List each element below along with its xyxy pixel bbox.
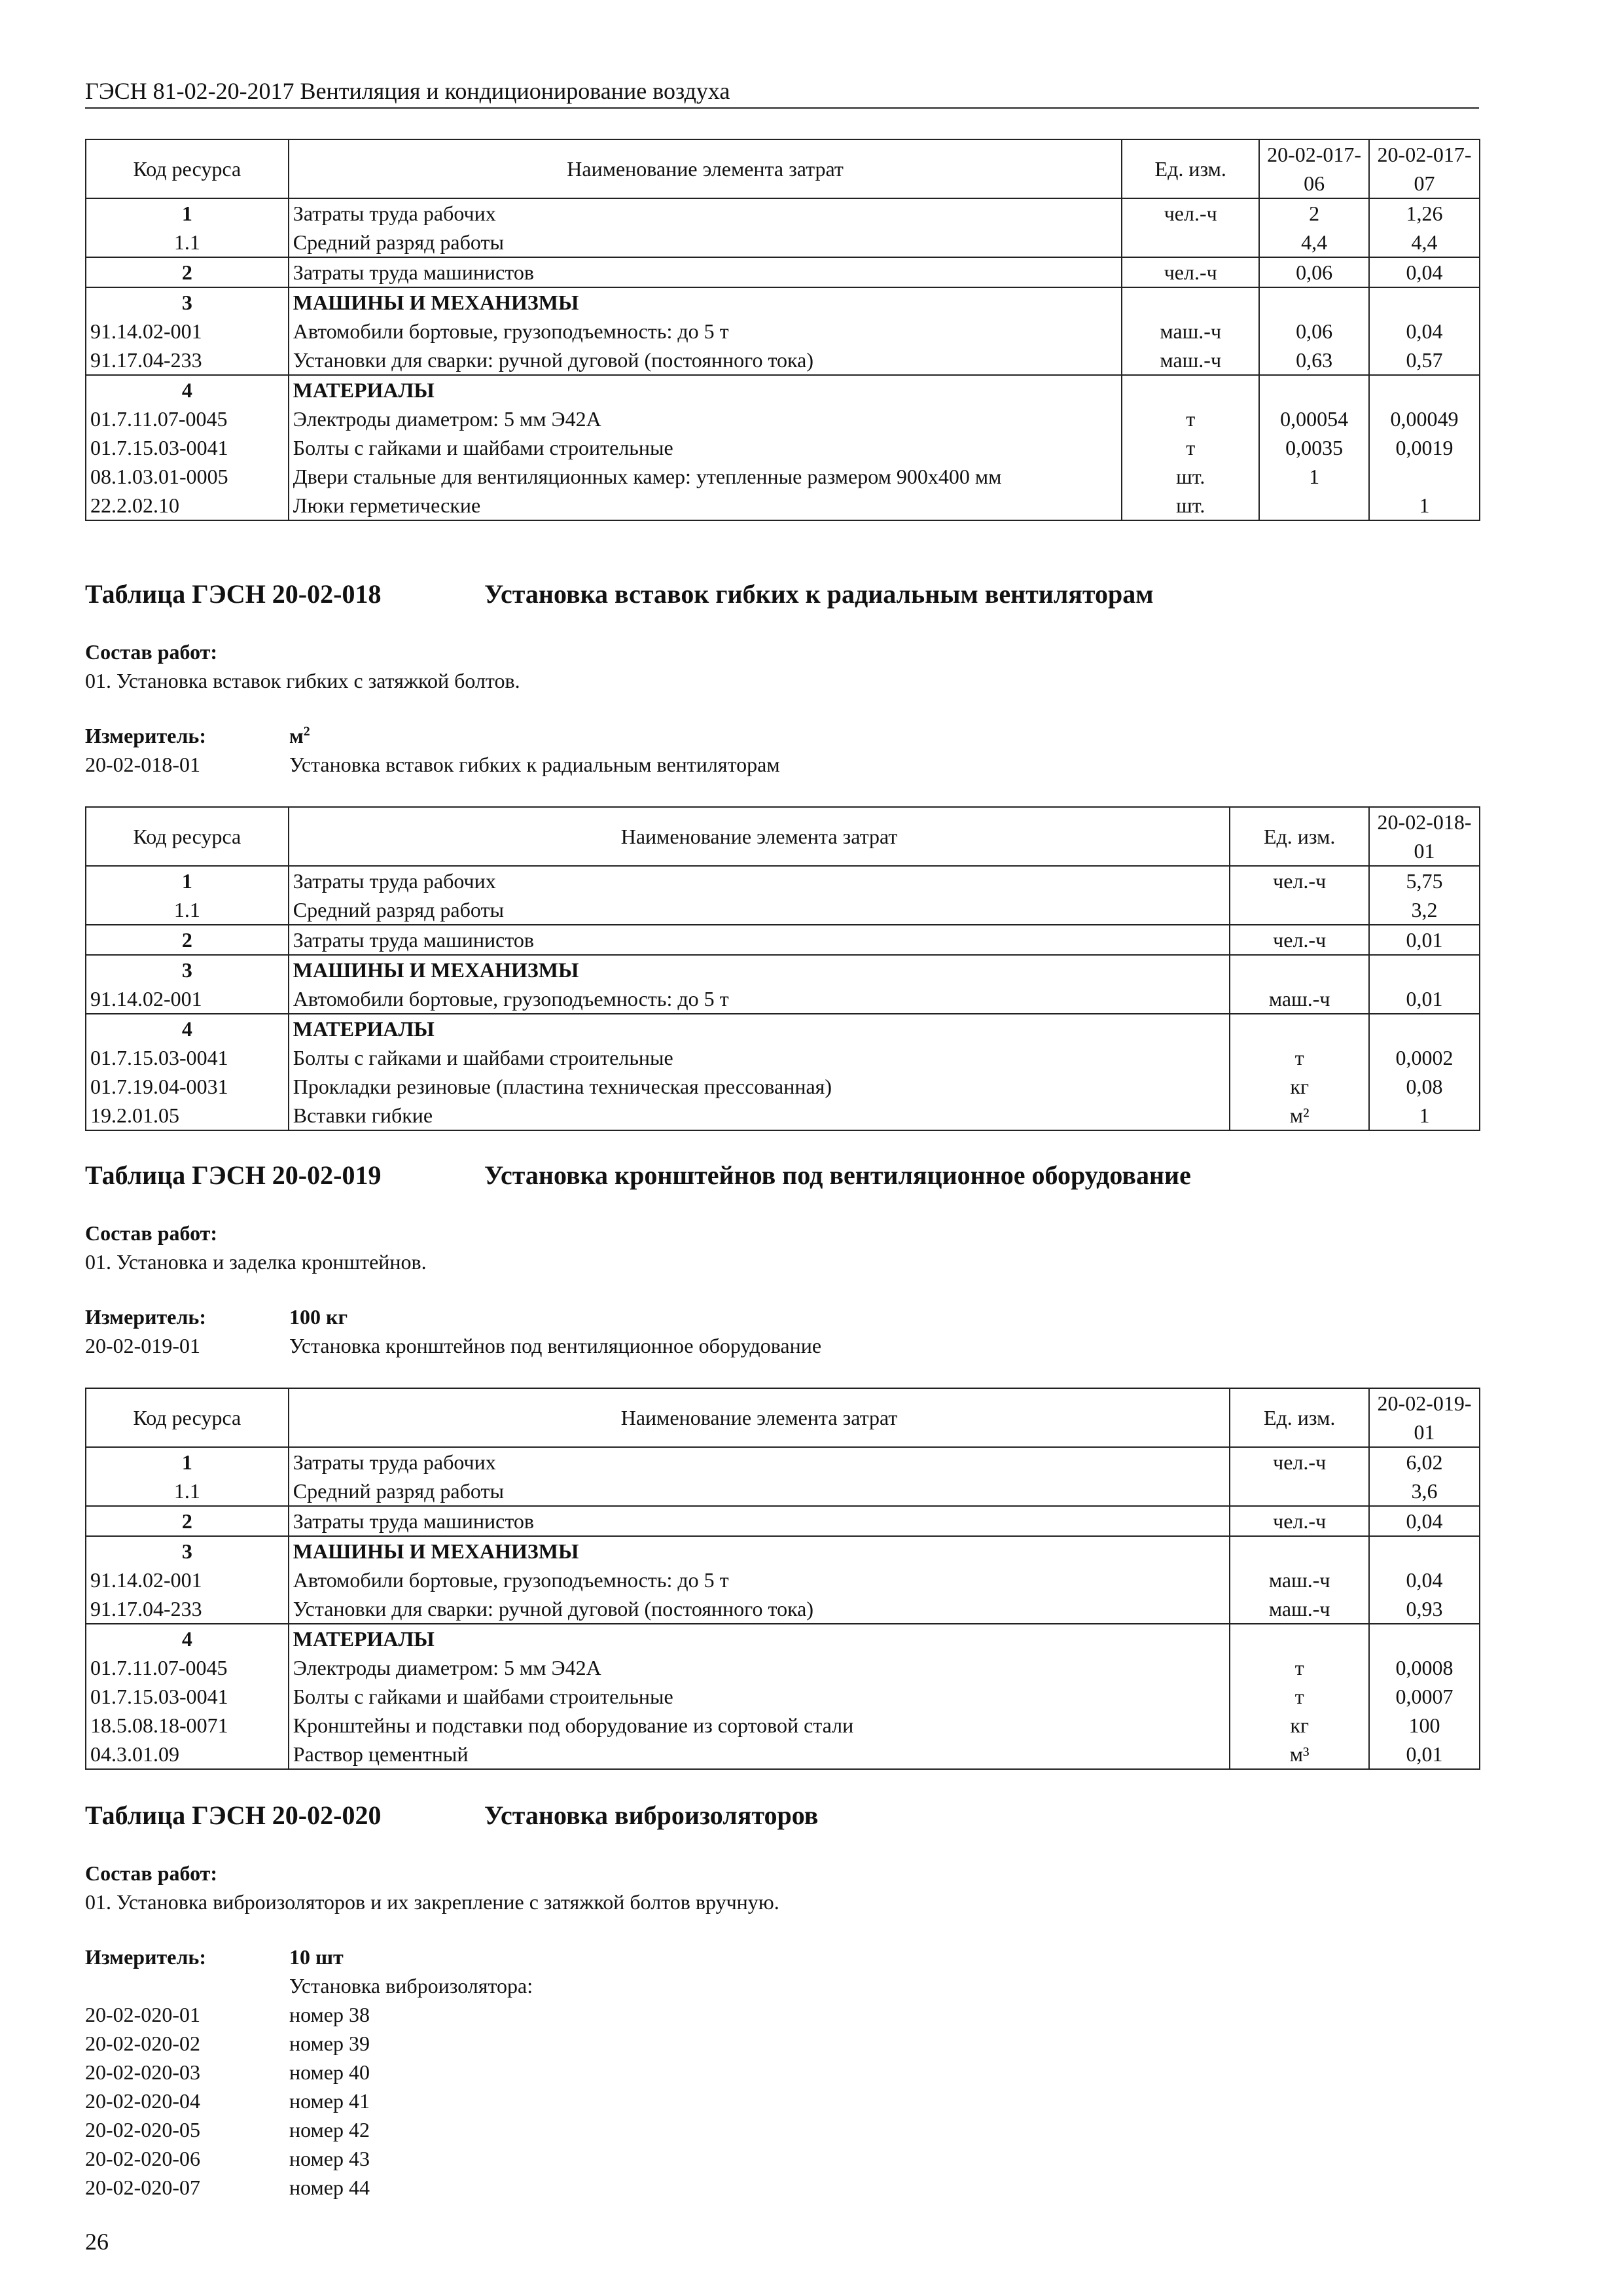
cell-b: 0,04 xyxy=(1369,317,1480,346)
cell-b: 4,4 xyxy=(1369,228,1480,257)
cell-name: Затраты труда рабочих xyxy=(289,866,1230,895)
table-body xyxy=(86,1447,1480,1769)
cell-code: 19.2.01.05 xyxy=(86,1101,289,1130)
cell-code: 91.14.02-001 xyxy=(86,317,289,346)
cell-unit: маш.-ч xyxy=(1122,317,1259,346)
cell-code: 2 xyxy=(86,257,289,287)
cell-code: 1 xyxy=(86,1447,289,1477)
cell-unit: т xyxy=(1230,1043,1369,1072)
cell-name: МАТЕРИАЛЫ xyxy=(289,1624,1230,1653)
cell-name: Средний разряд работы xyxy=(289,1477,1230,1506)
cell-a: 1 xyxy=(1369,1101,1480,1130)
cell-code: 3 xyxy=(86,955,289,984)
cell-a: 3,2 xyxy=(1369,895,1480,925)
cell-a: 0,0008 xyxy=(1369,1653,1480,1682)
cell-unit: т xyxy=(1122,433,1259,462)
cell-b: 1,26 xyxy=(1369,198,1480,228)
cell-name: Установки для сварки: ручной дуговой (постоянного тока) xyxy=(289,1594,1230,1624)
cost-table-019 xyxy=(85,1388,1480,1770)
list-item xyxy=(85,2147,370,2171)
col-name-header: Наименование элемента затрат xyxy=(289,139,1122,198)
cell-name: Двери стальные для вентиляционных камер: утепленные размером 900х400 мм xyxy=(289,462,1122,491)
cell-code: 91.14.02-001 xyxy=(86,984,289,1014)
table-row xyxy=(86,433,1480,462)
cell-b: 0,04 xyxy=(1369,257,1480,287)
cell-unit: чел.-ч xyxy=(1230,1506,1369,1536)
cell-b xyxy=(1369,462,1480,491)
table-number: Таблица ГЭСН 20-02-019 xyxy=(85,1160,382,1190)
cost-table-018 xyxy=(85,806,1480,1131)
page-number: 26 xyxy=(85,2229,109,2255)
cell-unit xyxy=(1230,955,1369,984)
meter-row xyxy=(85,1945,344,1969)
table-row xyxy=(86,346,1480,375)
cell-a: 5,75 xyxy=(1369,866,1480,895)
table-title: Установка виброизоляторов xyxy=(484,1801,819,1830)
cell-name: Затраты труда машинистов xyxy=(289,925,1230,955)
cell-unit: чел.-ч xyxy=(1230,925,1369,955)
cell-name: Электроды диаметром: 5 мм Э42А xyxy=(289,1653,1230,1682)
cell-a: 0,0035 xyxy=(1259,433,1369,462)
cell-a: 2 xyxy=(1259,198,1369,228)
cell-unit: м² xyxy=(1230,1101,1369,1130)
table-row xyxy=(86,1653,1480,1682)
table-row xyxy=(86,1566,1480,1594)
cell-unit: т xyxy=(1122,404,1259,433)
cell-code: 04.3.01.09 xyxy=(86,1740,289,1769)
table-header-row xyxy=(86,1388,1480,1447)
list-item xyxy=(85,2003,370,2027)
section-020-title xyxy=(85,1800,818,1831)
cell-name: Автомобили бортовые, грузоподъемность: до 5 т xyxy=(289,317,1122,346)
table-row xyxy=(86,257,1480,287)
table-row xyxy=(86,1447,1480,1477)
measure-code: 20-02-020-06 xyxy=(85,2147,200,2170)
cell-a: 0,06 xyxy=(1259,257,1369,287)
measure-desc: Установка вставок гибких к радиальным вентиляторам xyxy=(289,753,780,776)
table-header-row xyxy=(86,139,1480,198)
cell-a xyxy=(1259,287,1369,317)
cell-code: 01.7.15.03-0041 xyxy=(86,1682,289,1711)
cell-code: 1 xyxy=(86,866,289,895)
meter-label: Измеритель: xyxy=(85,1305,206,1329)
table-row xyxy=(86,462,1480,491)
col-unit-header: Ед. изм. xyxy=(1230,807,1369,866)
table-row xyxy=(86,1682,1480,1711)
work-item: 01. Установка и заделка кронштейнов. xyxy=(85,1250,427,1274)
cell-unit: т xyxy=(1230,1682,1369,1711)
cell-name: МАТЕРИАЛЫ xyxy=(289,375,1122,404)
cell-b xyxy=(1369,287,1480,317)
col-code-header: Код ресурса xyxy=(86,807,289,866)
table-row xyxy=(86,1477,1480,1506)
cell-a: 0,04 xyxy=(1369,1506,1480,1536)
table-row xyxy=(86,1506,1480,1536)
measure-desc: Установка кронштейнов под вентиляционное оборудование xyxy=(289,1334,822,1357)
cell-name: Установки для сварки: ручной дуговой (постоянного тока) xyxy=(289,346,1122,375)
table-row xyxy=(86,1740,1480,1769)
table-row xyxy=(86,228,1480,257)
cell-unit xyxy=(1230,1477,1369,1506)
measure-desc: номер 39 xyxy=(289,2032,370,2055)
col-b-header: 20-02-017-07 xyxy=(1369,139,1480,198)
work-item: 01. Установка виброизоляторов и их закрепление с затяжкой болтов вручную. xyxy=(85,1890,779,1914)
cell-unit xyxy=(1230,1014,1369,1043)
cell-code: 3 xyxy=(86,1536,289,1566)
meter-label: Измеритель: xyxy=(85,1945,206,1969)
page-header: ГЭСН 81-02-20-2017 Вентиляция и кондиционирование воздуха xyxy=(85,77,1479,109)
cell-code: 3 xyxy=(86,287,289,317)
measure-code: 20-02-019-01 xyxy=(85,1334,200,1357)
cell-code: 1.1 xyxy=(86,895,289,925)
measure-code: 20-02-020-01 xyxy=(85,2003,200,2026)
cell-name: Раствор цементный xyxy=(289,1740,1230,1769)
table-row xyxy=(86,984,1480,1014)
cell-name: Электроды диаметром: 5 мм Э42А xyxy=(289,404,1122,433)
cell-name: Автомобили бортовые, грузоподъемность: до 5 т xyxy=(289,1566,1230,1594)
table-row xyxy=(86,925,1480,955)
table-title: Установка кронштейнов под вентиляционное оборудование xyxy=(484,1160,1191,1190)
list-item xyxy=(85,2032,370,2056)
cell-a: 0,08 xyxy=(1369,1072,1480,1101)
cell-a: 0,06 xyxy=(1259,317,1369,346)
cell-a xyxy=(1369,1624,1480,1653)
table-row xyxy=(86,1594,1480,1624)
cell-unit: чел.-ч xyxy=(1230,866,1369,895)
col-unit-header: Ед. изм. xyxy=(1122,139,1259,198)
table-body xyxy=(86,866,1480,1130)
cell-unit xyxy=(1122,375,1259,404)
table-row xyxy=(86,287,1480,317)
meter-unit: $м^2$ xyxy=(289,724,310,747)
cell-a xyxy=(1259,375,1369,404)
col-unit-header: Ед. изм. xyxy=(1230,1388,1369,1447)
cell-unit xyxy=(1230,895,1369,925)
cell-code: 1.1 xyxy=(86,1477,289,1506)
table-row xyxy=(86,375,1480,404)
cell-a: 0,00054 xyxy=(1259,404,1369,433)
cell-name: МАШИНЫ И МЕХАНИЗМЫ xyxy=(289,955,1230,984)
cell-name: Люки герметические xyxy=(289,491,1122,520)
meter-row xyxy=(85,724,310,748)
cell-b: 1 xyxy=(1369,491,1480,520)
cell-a: 0,0002 xyxy=(1369,1043,1480,1072)
table-number: Таблица ГЭСН 20-02-018 xyxy=(85,579,382,609)
cell-name: МАТЕРИАЛЫ xyxy=(289,1014,1230,1043)
table-row xyxy=(86,1711,1480,1740)
measure-code: 20-02-020-03 xyxy=(85,2060,200,2084)
measure-code: 20-02-020-02 xyxy=(85,2032,200,2055)
work-label: Состав работ: xyxy=(85,1221,218,1245)
table-row xyxy=(86,1624,1480,1653)
cell-code: 1 xyxy=(86,198,289,228)
cell-a xyxy=(1369,1536,1480,1566)
cell-unit: чел.-ч xyxy=(1230,1447,1369,1477)
cell-name: Кронштейны и подставки под оборудование из сортовой стали xyxy=(289,1711,1230,1740)
cell-a: 0,01 xyxy=(1369,984,1480,1014)
table-row xyxy=(86,317,1480,346)
work-item: 01. Установка вставок гибких с затяжкой болтов. xyxy=(85,669,520,692)
measure-desc: номер 38 xyxy=(289,2003,370,2026)
cell-code: 91.17.04-233 xyxy=(86,1594,289,1624)
cell-b: 0,57 xyxy=(1369,346,1480,375)
cell-a: 0,0007 xyxy=(1369,1682,1480,1711)
cell-a: 0,01 xyxy=(1369,925,1480,955)
cell-unit: т xyxy=(1230,1653,1369,1682)
measure-code: 20-02-018-01 xyxy=(85,753,200,776)
cell-name: МАШИНЫ И МЕХАНИЗМЫ xyxy=(289,287,1122,317)
cell-a: 1 xyxy=(1259,462,1369,491)
table-header-row xyxy=(86,807,1480,866)
measure-code: 20-02-020-05 xyxy=(85,2118,200,2142)
cell-code: 01.7.11.07-0045 xyxy=(86,1653,289,1682)
measure-desc: номер 40 xyxy=(289,2060,370,2084)
col-code-header: Код ресурса xyxy=(86,1388,289,1447)
cell-b xyxy=(1369,375,1480,404)
cell-b: 0,0019 xyxy=(1369,433,1480,462)
list-item xyxy=(85,2060,370,2085)
cell-name: Средний разряд работы xyxy=(289,228,1122,257)
table-row xyxy=(86,1072,1480,1101)
measure-intro: Установка виброизолятора: xyxy=(289,1974,533,1998)
table-number: Таблица ГЭСН 20-02-020 xyxy=(85,1801,382,1830)
cell-name: МАШИНЫ И МЕХАНИЗМЫ xyxy=(289,1536,1230,1566)
table-row xyxy=(86,198,1480,228)
cell-code: 91.14.02-001 xyxy=(86,1566,289,1594)
cell-unit: чел.-ч xyxy=(1122,198,1259,228)
cell-code: 91.17.04-233 xyxy=(86,346,289,375)
col-name-header: Наименование элемента затрат xyxy=(289,807,1230,866)
cell-name: Затраты труда рабочих xyxy=(289,198,1122,228)
cell-a xyxy=(1369,955,1480,984)
cell-unit: кг xyxy=(1230,1711,1369,1740)
meter-unit: 100 кг xyxy=(289,1305,348,1329)
work-label: Состав работ: xyxy=(85,640,218,664)
measure-code: 20-02-020-04 xyxy=(85,2089,200,2113)
meter-label: Измеритель: xyxy=(85,724,206,747)
cell-a: 6,02 xyxy=(1369,1447,1480,1477)
cost-table-017 xyxy=(85,139,1480,521)
measure-desc: номер 44 xyxy=(289,2176,370,2199)
cell-name: Автомобили бортовые, грузоподъемность: до 5 т xyxy=(289,984,1230,1014)
table-row xyxy=(86,1101,1480,1130)
cell-code: 2 xyxy=(86,1506,289,1536)
cell-unit: шт. xyxy=(1122,462,1259,491)
table-body xyxy=(86,198,1480,520)
cell-code: 01.7.11.07-0045 xyxy=(86,404,289,433)
cell-code: 01.7.19.04-0031 xyxy=(86,1072,289,1101)
cell-a: 100 xyxy=(1369,1711,1480,1740)
measure-code-row xyxy=(85,753,780,777)
measure-code: 20-02-020-07 xyxy=(85,2176,200,2199)
meter-row xyxy=(85,1305,348,1329)
cell-code: 08.1.03.01-0005 xyxy=(86,462,289,491)
section-019-title xyxy=(85,1160,1191,1191)
list-item xyxy=(85,2118,370,2142)
cell-code: 4 xyxy=(86,1014,289,1043)
measure-desc: номер 43 xyxy=(289,2147,370,2170)
cell-a xyxy=(1369,1014,1480,1043)
col-a-header: 20-02-018-01 xyxy=(1369,807,1480,866)
table-row xyxy=(86,866,1480,895)
table-row xyxy=(86,955,1480,984)
cell-name: Болты с гайками и шайбами строительные xyxy=(289,1043,1230,1072)
cell-unit: кг xyxy=(1230,1072,1369,1101)
list-item xyxy=(85,2176,370,2200)
table-title: Установка вставок гибких к радиальным вентиляторам xyxy=(484,579,1154,609)
measure-desc: номер 41 xyxy=(289,2089,370,2113)
table-row xyxy=(86,1014,1480,1043)
table-row xyxy=(86,404,1480,433)
table-row xyxy=(86,1536,1480,1566)
col-name-header: Наименование элемента затрат xyxy=(289,1388,1230,1447)
cell-unit: м³ xyxy=(1230,1740,1369,1769)
table-row xyxy=(86,1043,1480,1072)
cell-b: 0,00049 xyxy=(1369,404,1480,433)
table-row xyxy=(86,895,1480,925)
cell-a: 0,04 xyxy=(1369,1566,1480,1594)
cell-unit xyxy=(1122,287,1259,317)
cell-name: Затраты труда рабочих xyxy=(289,1447,1230,1477)
cell-code: 22.2.02.10 xyxy=(86,491,289,520)
cell-unit: маш.-ч xyxy=(1230,984,1369,1014)
cell-a: 3,6 xyxy=(1369,1477,1480,1506)
table-row xyxy=(86,491,1480,520)
cell-name: Средний разряд работы xyxy=(289,895,1230,925)
cell-unit: маш.-ч xyxy=(1230,1566,1369,1594)
cell-code: 4 xyxy=(86,1624,289,1653)
measure-code-row xyxy=(85,1334,821,1358)
col-a-header: 20-02-019-01 xyxy=(1369,1388,1480,1447)
measure-intro-row xyxy=(85,1974,533,1998)
cell-code: 1.1 xyxy=(86,228,289,257)
col-code-header: Код ресурса xyxy=(86,139,289,198)
cell-a: 0,63 xyxy=(1259,346,1369,375)
cell-code: 18.5.08.18-0071 xyxy=(86,1711,289,1740)
meter-unit: 10 шт xyxy=(289,1945,344,1969)
cell-a xyxy=(1259,491,1369,520)
cell-name: Болты с гайками и шайбами строительные xyxy=(289,1682,1230,1711)
cell-name: Болты с гайками и шайбами строительные xyxy=(289,433,1122,462)
cell-unit xyxy=(1230,1624,1369,1653)
cell-unit: чел.-ч xyxy=(1122,257,1259,287)
cell-unit: шт. xyxy=(1122,491,1259,520)
cell-name: Вставки гибкие xyxy=(289,1101,1230,1130)
cell-a: 0,93 xyxy=(1369,1594,1480,1624)
col-a-header: 20-02-017-06 xyxy=(1259,139,1369,198)
cell-a: 0,01 xyxy=(1369,1740,1480,1769)
section-018-title xyxy=(85,579,1154,609)
cell-unit xyxy=(1122,228,1259,257)
cell-name: Затраты труда машинистов xyxy=(289,1506,1230,1536)
cell-name: Прокладки резиновые (пластина техническая прессованная) xyxy=(289,1072,1230,1101)
list-item xyxy=(85,2089,370,2113)
cell-unit: маш.-ч xyxy=(1122,346,1259,375)
cell-code: 01.7.15.03-0041 xyxy=(86,433,289,462)
cell-unit xyxy=(1230,1536,1369,1566)
cell-a: 4,4 xyxy=(1259,228,1369,257)
cell-code: 4 xyxy=(86,375,289,404)
cell-code: 01.7.15.03-0041 xyxy=(86,1043,289,1072)
work-label: Состав работ: xyxy=(85,1861,218,1885)
cell-name: Затраты труда машинистов xyxy=(289,257,1122,287)
cell-code: 2 xyxy=(86,925,289,955)
measure-desc: номер 42 xyxy=(289,2118,370,2142)
cell-unit: маш.-ч xyxy=(1230,1594,1369,1624)
